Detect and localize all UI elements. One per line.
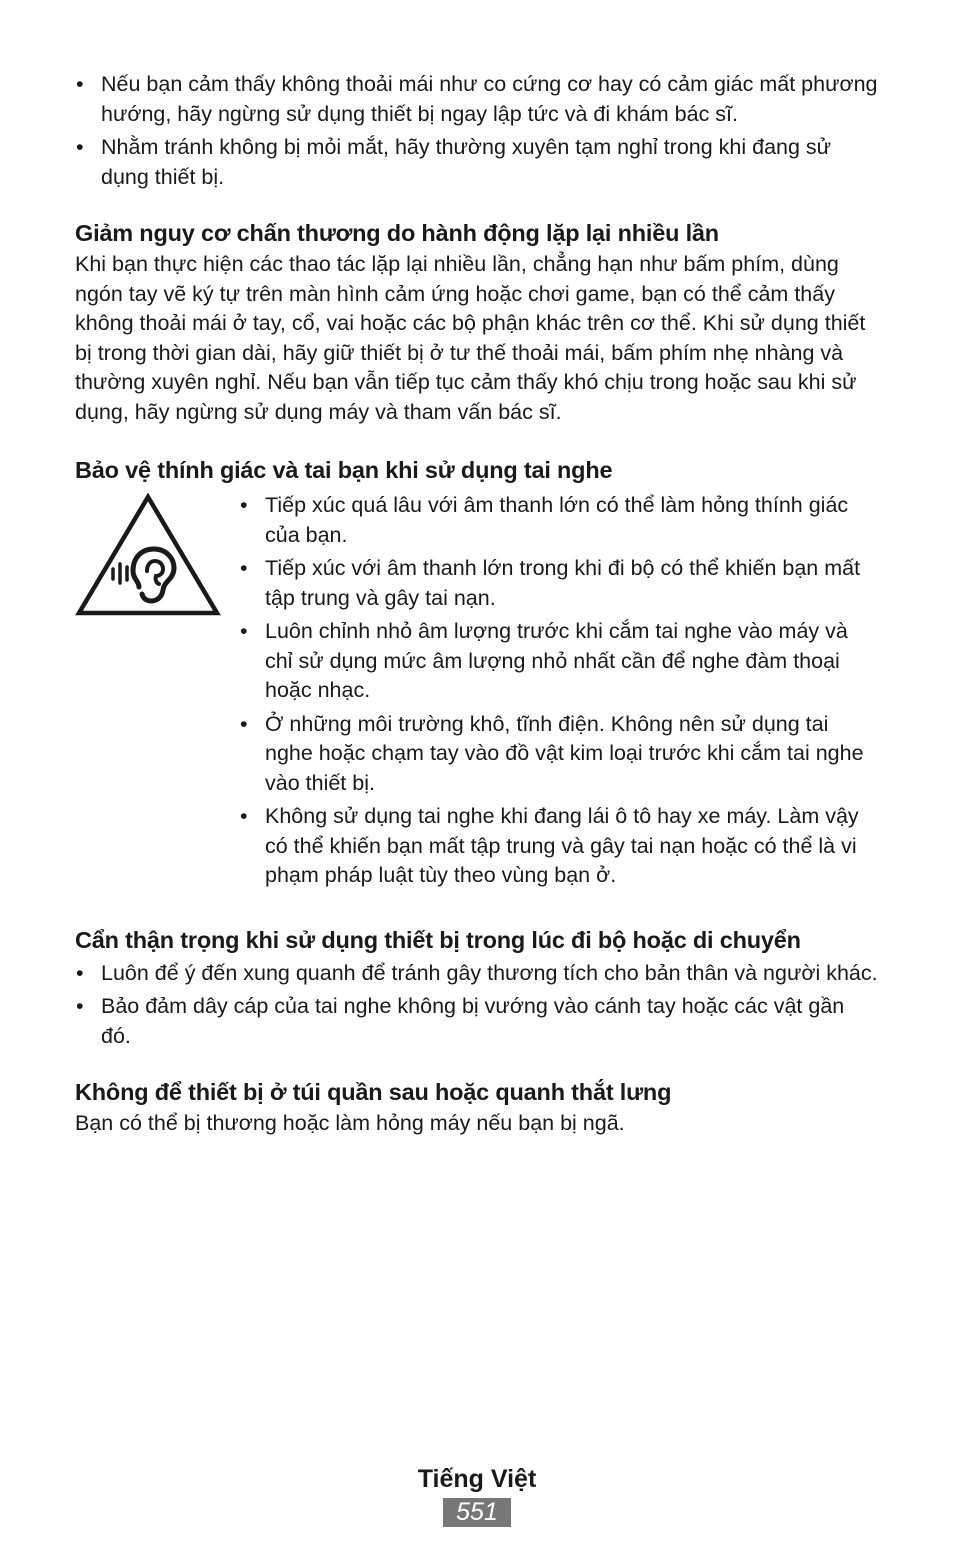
- hearing-content: [75, 491, 880, 895]
- section-back-pocket: [75, 1077, 880, 1139]
- section-heading: Bảo vệ thính giác và tai bạn khi sử dụng tai nghe: [75, 457, 613, 483]
- walking-bullet-list: [75, 959, 880, 1052]
- list-item: • Luôn để ý đến xung quanh để tránh gây thương tích cho bản thân và người khác.: [75, 959, 880, 989]
- page-footer: [0, 1462, 954, 1527]
- section-heading: Giảm nguy cơ chấn thương do hành động lặp lại nhiều lần: [75, 220, 719, 246]
- page-content: [75, 70, 880, 1139]
- section-heading: Cẩn thận trọng khi sử dụng thiết bị trong lúc đi bộ hoặc di chuyển: [75, 926, 801, 953]
- list-item: • Luôn chỉnh nhỏ âm lượng trước khi cắm tai nghe vào máy và chỉ sử dụng mức âm lượng nhỏ nhất cần để nghe đàm thoại hoặc nhạc.: [239, 617, 879, 706]
- section-hearing-protection: [75, 455, 880, 895]
- list-item: • Nếu bạn cảm thấy không thoải mái như co cứng cơ hay có cảm giác mất phương hướng, hãy ngừng sử dụng thiết bị ngay lập tức và đi khám bác sĩ.: [75, 70, 880, 129]
- section-body: Bạn có thể bị thương hoặc làm hỏng máy nếu bạn bị ngã.: [75, 1111, 625, 1135]
- list-item: • Tiếp xúc với âm thanh lớn trong khi đi bộ có thể khiến bạn mất tập trung và gây tai nạn.: [239, 554, 879, 613]
- page-number: 551: [443, 1498, 511, 1527]
- footer-language: Tiếng Việt: [417, 1465, 537, 1493]
- list-item: • Tiếp xúc quá lâu với âm thanh lớn có thể làm hỏng thính giác của bạn.: [239, 491, 879, 550]
- hearing-bullet-list: [239, 491, 879, 895]
- section-repetitive-motion: [75, 218, 880, 427]
- list-item: • Nhằm tránh không bị mỏi mắt, hãy thường xuyên tạm nghỉ trong khi đang sử dụng thiết bị.: [75, 133, 880, 192]
- intro-bullet-list: [75, 70, 880, 192]
- list-item: • Ở những môi trường khô, tĩnh điện. Không nên sử dụng tai nghe hoặc chạm tay vào đồ vật kim loại trước khi cắm tai nghe vào thiết bị.: [239, 710, 879, 799]
- hearing-warning-icon: [75, 491, 239, 895]
- list-item: • Bảo đảm dây cáp của tai nghe không bị vướng vào cánh tay hoặc các vật gần đó.: [75, 992, 880, 1051]
- section-body: Khi bạn thực hiện các thao tác lặp lại nhiều lần, chẳng hạn như bấm phím, dùng ngón tay vẽ ký tự trên màn hình cảm ứng hoặc chơi game, bạn có thể cảm thấy không thoải mái ở tay, cổ, vai hoặc các bộ phận khác trên cơ thể. Khi sử dụng thiết bị trong thời gian dài, hãy giữ thiết bị ở tư thế thoải mái, bấm phím nhẹ nhàng và thường xuyên nghỉ. Nếu bạn vẫn tiếp tục cảm thấy khó chịu trong hoặc sau khi sử dụng, hãy ngừng sử dụng máy và tham vấn bác sĩ.: [75, 252, 866, 424]
- section-walking-caution: [75, 925, 880, 1052]
- list-item: • Không sử dụng tai nghe khi đang lái ô tô hay xe máy. Làm vậy có thể khiến bạn mất tập trung và gây tai nạn hoặc có thể là vi phạm pháp luật tùy theo vùng bạn ở.: [239, 802, 879, 891]
- section-heading: Không để thiết bị ở túi quần sau hoặc quanh thắt lưng: [75, 1079, 672, 1105]
- warning-triangle-icon: [75, 493, 221, 617]
